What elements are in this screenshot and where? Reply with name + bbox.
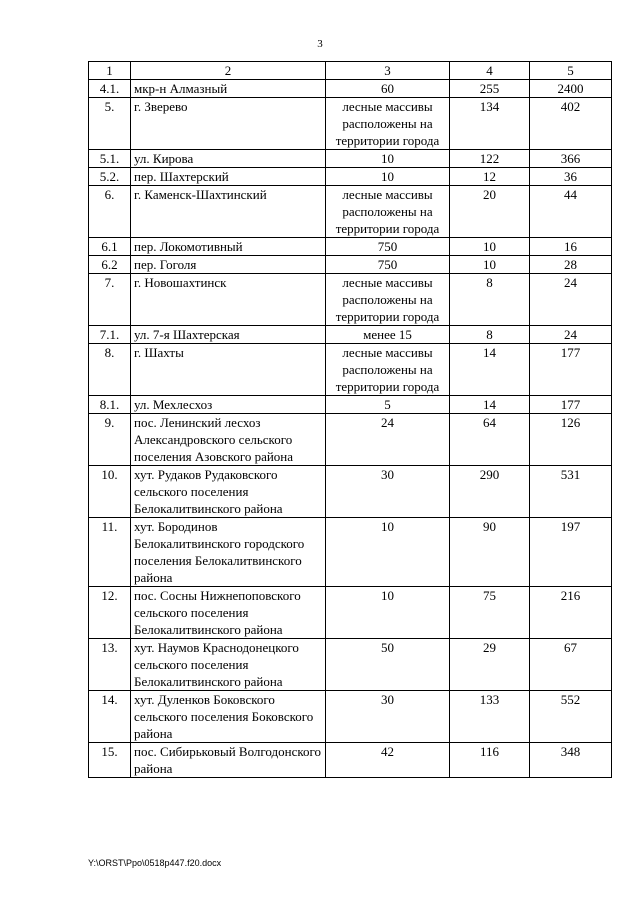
column-header: 3 [326,62,450,80]
column-header: 5 [530,62,612,80]
locality-cell: г. Зверево [131,98,326,150]
distance-cell: лесные массивы расположены на территории города [326,186,450,238]
locality-cell: хут. Дуленков Боковского сельского поселения Боковского района [131,691,326,743]
row-number-cell: 6.1 [89,238,131,256]
value-cell: 10 [450,256,530,274]
row-number-cell: 4.1. [89,80,131,98]
value-cell: 8 [450,326,530,344]
distance-cell: 10 [326,587,450,639]
table-row [89,256,612,274]
value-cell: 20 [450,186,530,238]
table-row [89,396,612,414]
table-row [89,639,612,691]
table-row [89,80,612,98]
value-cell: 16 [530,238,612,256]
value-cell: 126 [530,414,612,466]
row-number-cell: 13. [89,639,131,691]
row-number-cell: 5. [89,98,131,150]
value-cell: 24 [530,326,612,344]
table-row [89,466,612,518]
value-cell: 90 [450,518,530,587]
value-cell: 255 [450,80,530,98]
locality-cell: хут. Наумов Краснодонецкого сельского поселения Белокалитвинского района [131,639,326,691]
value-cell: 290 [450,466,530,518]
table-row [89,326,612,344]
locality-cell: г. Новошахтинск [131,274,326,326]
value-cell: 402 [530,98,612,150]
value-cell: 44 [530,186,612,238]
locality-cell: пос. Сосны Нижнепоповского сельского поселения Белокалитвинского района [131,587,326,639]
data-table [88,61,612,778]
row-number-cell: 8.1. [89,396,131,414]
column-header: 1 [89,62,131,80]
table-row [89,344,612,396]
distance-cell: 42 [326,743,450,778]
column-header: 2 [131,62,326,80]
table-row [89,518,612,587]
file-path-footer: Y:\ORST\Ppo\0518p447.f20.docx [88,858,222,868]
locality-cell: пер. Гоголя [131,256,326,274]
table-header-row [89,62,612,80]
table-row [89,743,612,778]
locality-cell: г. Шахты [131,344,326,396]
column-header: 4 [450,62,530,80]
table-body [89,80,612,778]
value-cell: 8 [450,274,530,326]
row-number-cell: 5.1. [89,150,131,168]
distance-cell: 30 [326,691,450,743]
table-row [89,168,612,186]
locality-cell: ул. Кирова [131,150,326,168]
distance-cell: 750 [326,238,450,256]
table-row [89,691,612,743]
locality-cell: пер. Шахтерский [131,168,326,186]
distance-cell: 24 [326,414,450,466]
value-cell: 14 [450,396,530,414]
table-row [89,274,612,326]
table-row [89,238,612,256]
locality-cell: ул. 7-я Шахтерская [131,326,326,344]
value-cell: 531 [530,466,612,518]
row-number-cell: 7. [89,274,131,326]
locality-cell: ул. Мехлесхоз [131,396,326,414]
locality-cell: хут. Рудаков Рудаковского сельского поселения Белокалитвинского района [131,466,326,518]
distance-cell: 10 [326,168,450,186]
value-cell: 64 [450,414,530,466]
locality-cell: хут. Бородинов Белокалитвинского городского поселения Белокалитвинского района [131,518,326,587]
row-number-cell: 11. [89,518,131,587]
value-cell: 216 [530,587,612,639]
row-number-cell: 6. [89,186,131,238]
locality-cell: пер. Локомотивный [131,238,326,256]
value-cell: 133 [450,691,530,743]
distance-cell: 750 [326,256,450,274]
table-row [89,98,612,150]
value-cell: 12 [450,168,530,186]
locality-cell: пос. Ленинский лесхоз Александровского сельского поселения Азовского района [131,414,326,466]
distance-cell: 10 [326,518,450,587]
table-row [89,587,612,639]
distance-cell: лесные массивы расположены на территории города [326,98,450,150]
distance-cell: менее 15 [326,326,450,344]
value-cell: 36 [530,168,612,186]
row-number-cell: 12. [89,587,131,639]
distance-cell: 60 [326,80,450,98]
row-number-cell: 7.1. [89,326,131,344]
table-row [89,414,612,466]
row-number-cell: 15. [89,743,131,778]
value-cell: 75 [450,587,530,639]
distance-cell: 10 [326,150,450,168]
locality-cell: пос. Сибирьковый Волгодонского района [131,743,326,778]
value-cell: 28 [530,256,612,274]
value-cell: 67 [530,639,612,691]
page-number: 3 [317,38,323,50]
value-cell: 366 [530,150,612,168]
value-cell: 10 [450,238,530,256]
distance-cell: 50 [326,639,450,691]
table-row [89,150,612,168]
locality-cell: мкр-н Алмазный [131,80,326,98]
value-cell: 29 [450,639,530,691]
value-cell: 348 [530,743,612,778]
value-cell: 122 [450,150,530,168]
distance-cell: лесные массивы расположены на территории города [326,344,450,396]
row-number-cell: 14. [89,691,131,743]
value-cell: 116 [450,743,530,778]
row-number-cell: 10. [89,466,131,518]
distance-cell: 30 [326,466,450,518]
value-cell: 134 [450,98,530,150]
row-number-cell: 5.2. [89,168,131,186]
value-cell: 177 [530,344,612,396]
value-cell: 24 [530,274,612,326]
row-number-cell: 8. [89,344,131,396]
row-number-cell: 9. [89,414,131,466]
value-cell: 14 [450,344,530,396]
value-cell: 177 [530,396,612,414]
row-number-cell: 6.2 [89,256,131,274]
value-cell: 552 [530,691,612,743]
locality-cell: г. Каменск-Шахтинский [131,186,326,238]
distance-cell: 5 [326,396,450,414]
value-cell: 197 [530,518,612,587]
value-cell: 2400 [530,80,612,98]
table-row [89,186,612,238]
distance-cell: лесные массивы расположены на территории города [326,274,450,326]
